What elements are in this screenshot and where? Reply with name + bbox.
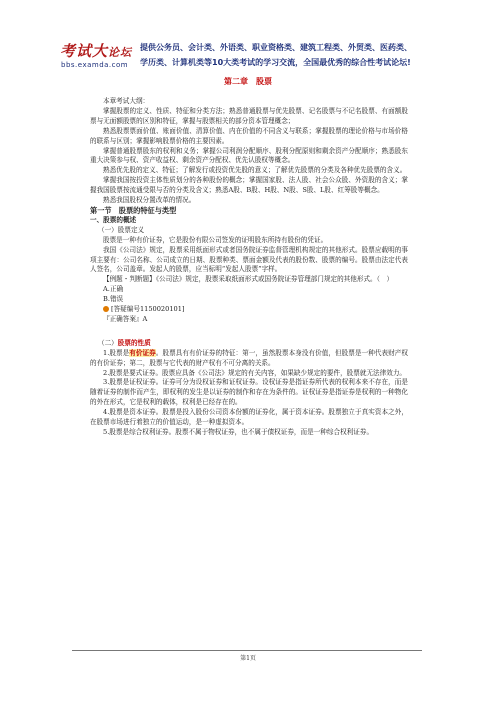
document-body [90,97,408,438]
example-question: 【例题・判断题】《公司法》规定，股票采取纸面形式或国务院证券管理部门规定的其他形式。（ ） [103,275,394,284]
paragraph: 股票是一种有价证券，它是股份有限公司签发的证明股东所持有股份的凭证。 [103,235,328,244]
numbered-item: 1.股票是有价证券。股票具有有价证券的特征：第一，虽然股票本身没有价值，但股票是一种代表财产权的有价证券；第二，股票与它代表的财产权有不可分离的关系。 [90,348,409,367]
option-a: A.正确 [103,285,124,294]
site-logo[interactable] [60,40,138,74]
subsection-1-1: （一）股票定义 [98,225,145,234]
paragraph: 我国《公司法》规定，股票采用纸面形式或者国务院证券监督管理机构规定的其他形式。股票应载明的事项主要有：公司名称、公司成立的日期、股票种类、票面金额及代表的股份数、股票的编号。股票由法定代表人签名，公司盖章。发起人的股票，应当标明“发起人股票”字样。 [90,245,408,274]
highlighted-term: 有价证券 [129,348,156,357]
numbered-item: 5.股票是综合权利证券。股票不属于物权证券，也不属于债权证券，而是一种综合权利证券。 [103,428,374,436]
question-icon [103,306,109,312]
outline-item: 熟悉我国股权分置改革的情况。 [103,196,196,205]
subsection-heading: 一、股票的概述 [90,215,137,224]
numbered-item: 2.股票是要式证券。股票应具备《公司法》规定的有关内容，如果缺少规定的要件，股票就无法律效力。 [103,368,407,377]
correct-answer: 『正确答案』A [103,314,148,323]
logo-text: 考试大论坛 [60,42,133,60]
chapter-title: 第二章 股票 [224,76,272,86]
highlighted-title: 股票的性质 [117,338,151,347]
slogan-line-2: 学历类、计算机类等10大类考试的学习交流，全国最优秀的综合性考试论坛! [140,58,411,67]
footer-divider [72,650,422,651]
subsection-1-2: （二）股票的性质 [98,338,151,347]
slogan-line-1: 提供公务员、会计类、外语类、职业资格类、建筑工程类、外贸类、医药类、 [140,43,412,52]
answer-code-link[interactable] [90,305,408,315]
answer-code: [答疑编号1150020101] [111,305,185,314]
outline-item: 掌握我国按投资主体性质划分的各种股份的概念；掌握国家股、法人股、社会公众股、外资股的含义；掌握我国股票按流通受限与否的分类及含义；熟悉A股、B股、H股、N股、S股、L股、红筹股等概念。 [90,176,408,195]
outline-item: 掌握普通股票股东的权利和义务；掌握公司利润分配顺序、股利分配原则和剩余资产分配顺序；熟悉股东重大决策参与权、资产收益权、剩余资产分配权、优先认股权等概念。 [90,146,408,165]
page-number: 第1页 [240,655,256,662]
numbered-item: 3.股票是证权证券。证券可分为设权证券和证权证券。设权证券是指证券所代表的权利本来不存在，而是随着证券的制作而产生，即权利的发生是以证券的制作和存在为条件的。证权证券是指证券是权利的一种物化的外在形式，它是权利的载体，权利是已经存在的。 [90,378,408,407]
outline-item: 掌握股票的定义、性质、特征和分类方法；熟悉普通股票与优先股票、记名股票与不记名股票、有面额股票与无面额股票的区别和特征，掌握与股票相关的部分资本管理概念； [90,106,408,125]
option-b: B.错误 [103,295,124,304]
outline-item: 熟悉股票票面价值、账面价值、清算价值、内在价值的不同含义与联系；掌握股票的理论价格与市场价格的联系与区别；掌握影响股票价格的主要因素。 [90,126,408,145]
outline-item: 熟悉优先股的定义、特征；了解发行或投资优先股的意义；了解优先股票的分类及各种优先股票的含义。 [103,166,407,175]
numbered-item: 4.股票是资本证券。股票是投入股份公司资本份额的证券化，属于资本证券。股票独立于真实资本之外，在股票市场进行着独立的价值运动，是一种虚拟资本。 [90,408,408,427]
section-title: 第一节 股票的特征与类型 [90,205,177,215]
logo-url: bbs.examda.com [61,61,129,69]
site-header [60,40,440,74]
outline-heading: 本章考试大纲： [103,97,150,105]
